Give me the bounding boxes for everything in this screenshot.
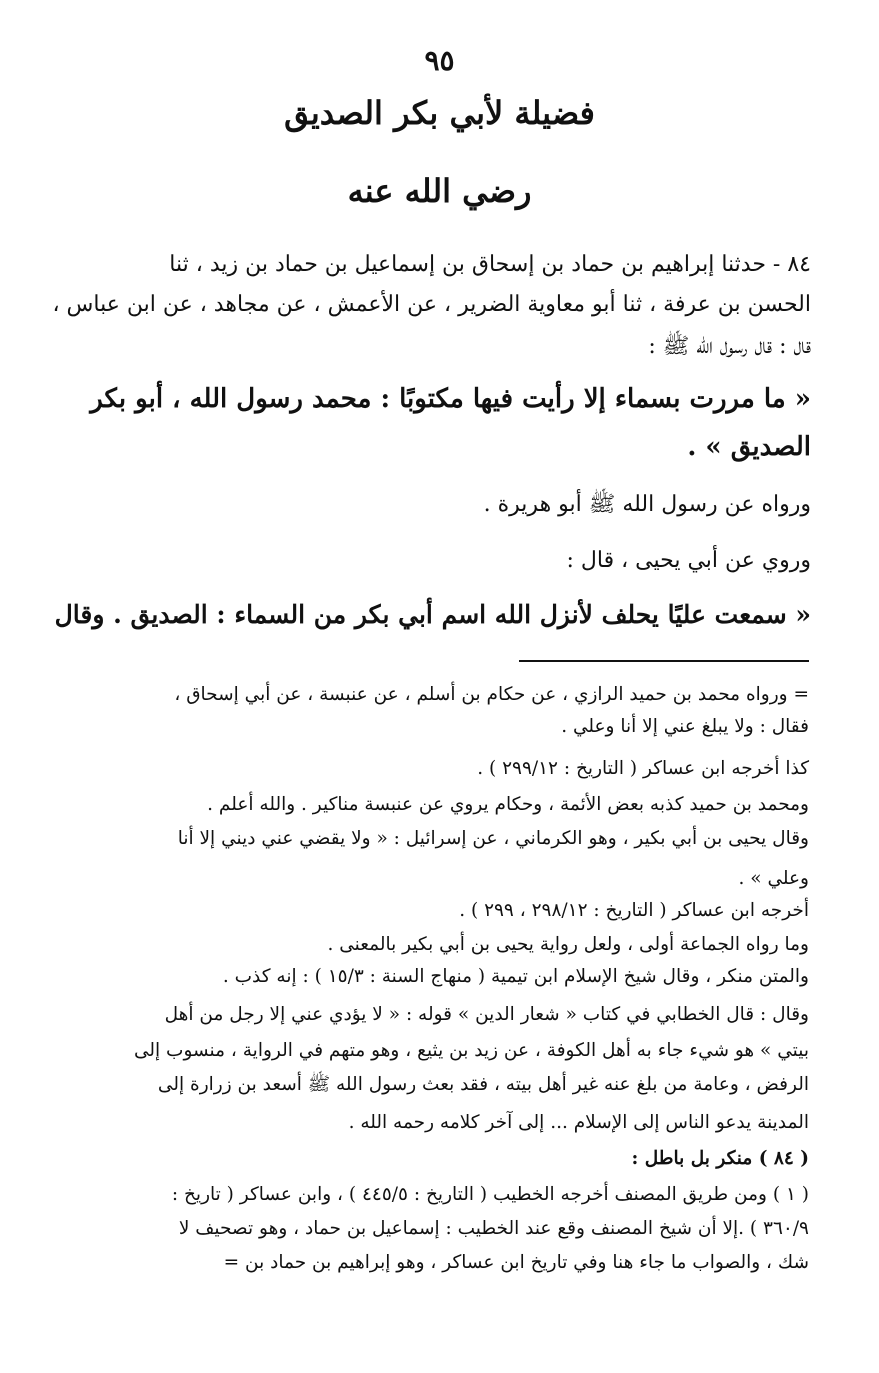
footnote-divider xyxy=(519,660,809,662)
footnote-line: الرفض ، وعامة من بلغ عنه غير أهل بيته ، فقد بعث رسول الله ﷺ أسعد بن زرارة إلى xyxy=(157,1074,809,1095)
footnote-line: فقال : ولا يبلغ عني إلا أنا وعلي . xyxy=(561,716,809,737)
footnote-line: وما رواه الجماعة أولى ، ولعل رواية يحيى بن أبي بكير بالمعنى . xyxy=(327,934,809,955)
footnote-line: ومحمد بن حميد كذبه بعض الأئمة ، وحكام يروي عن عنبسة مناكير . والله أعلم . xyxy=(207,794,809,815)
footnote-line: ( ١ ) ومن طريق المصنف أخرجه الخطيب ( التاريخ : ٤٤٥/٥ ) ، وابن عساكر ( تاريخ : xyxy=(171,1184,809,1205)
footnote-heading: ( ٨٤ ) منكر بل باطل : xyxy=(631,1148,809,1169)
narration-note: ورواه عن رسول الله ﷺ أبو هريرة . xyxy=(483,492,811,517)
footnote-line: بيتي » هو شيء جاء به أهل الكوفة ، عن زيد بن يثيع ، وهو متهم في الرواية ، منسوب إلى xyxy=(133,1040,809,1061)
chapter-title: فضيلة لأبي بكر الصديق xyxy=(284,94,595,132)
footnote-line: والمتن منكر ، وقال شيخ الإسلام ابن تيمية ( منهاج السنة : ١٥/٣ ) : إنه كذب . xyxy=(222,966,809,987)
hadith-text-line: الصديق » . xyxy=(687,432,811,462)
footnote-line: كذا أخرجه ابن عساكر ( التاريخ : ٢٩٩/١٢ ) . xyxy=(477,758,809,779)
footnote-line: شك ، والصواب ما جاء هنا وفي تاريخ ابن عساكر ، وهو إبراهيم بن حماد بن = xyxy=(223,1252,809,1273)
footnote-line: المدينة يدعو الناس إلى الإسلام ... إلى آخر كلامه رحمه الله . xyxy=(348,1112,809,1133)
narration-note: وروي عن أبي يحيى ، قال : xyxy=(566,548,811,573)
hadith-text-line: « سمعت عليًا يحلف لأنزل الله اسم أبي بكر من السماء : الصديق . وقال xyxy=(54,600,811,629)
footnote-line: أخرجه ابن عساكر ( التاريخ : ٢٩٨/١٢ ، ٢٩٩ ) . xyxy=(459,900,809,921)
footnote-line: = ورواه محمد بن حميد الرازي ، عن حكام بن أسلم ، عن عنبسة ، عن أبي إسحاق ، xyxy=(174,684,809,705)
footnote-line: وعلي » . xyxy=(738,868,809,889)
chapter-subtitle: رضي الله عنه xyxy=(347,172,532,210)
footnote-line: وقال يحيى بن أبي بكير ، وهو الكرماني ، عن إسرائيل : « ولا يقضي عني ديني إلا أنا xyxy=(177,828,809,849)
page-number: ٩٥ xyxy=(424,44,455,77)
footnote-line: ٣٦٠/٩ ) .إلا أن شيخ المصنف وقع عند الخطيب : إسماعيل بن حماد ، وهو تصحيف لا xyxy=(178,1218,809,1239)
hadith-text-line: « ما مررت بسماء إلا رأيت فيها مكتوبًا : محمد رسول الله ، أبو بكر xyxy=(90,384,811,414)
footnote-line: وقال : قال الخطابي في كتاب « شعار الدين » قوله : « لا يؤدي عني إلا رجل من أهل xyxy=(164,1004,809,1025)
hadith-isnad-line: ٨٤ - حدثنا إبراهيم بن حماد بن إسحاق بن إسماعيل بن حماد بن زيد ، ثنا xyxy=(169,252,811,277)
hadith-isnad-line: الحسن بن عرفة ، ثنا أبو معاوية الضرير ، عن الأعمش ، عن مجاهد ، عن ابن عباس ، xyxy=(52,292,811,317)
hadith-isnad-line: قال : قال رسول الله ﷺ : xyxy=(648,334,811,359)
